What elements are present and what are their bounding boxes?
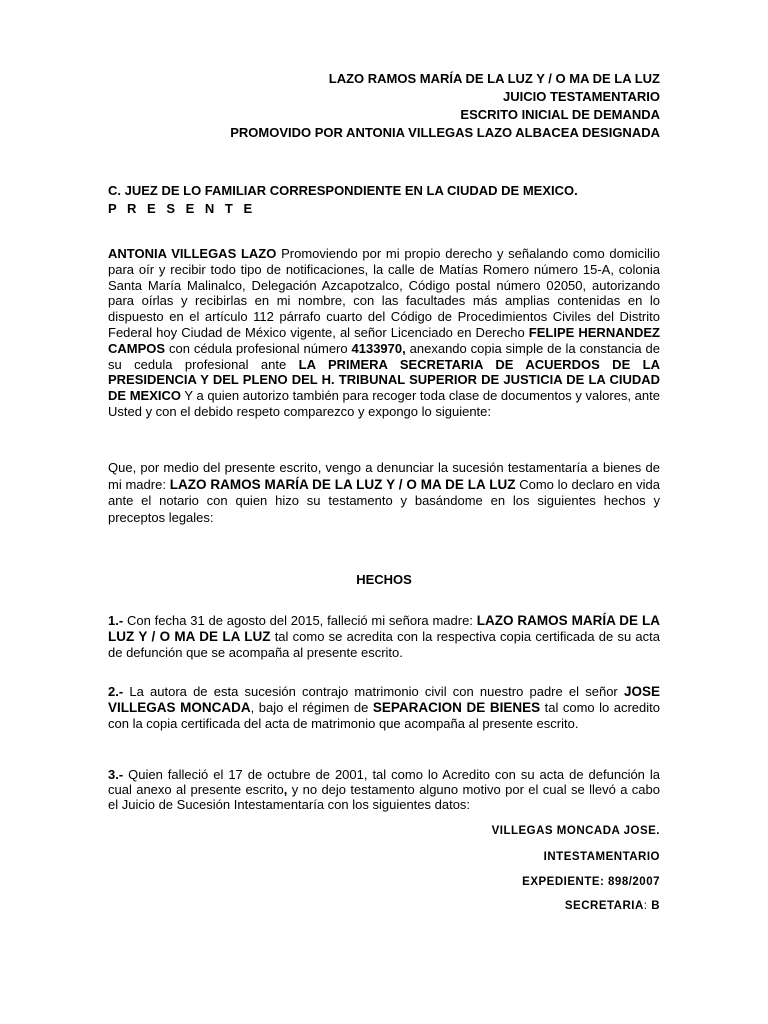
header-line-parties: LAZO RAMOS MARÍA DE LA LUZ Y / O MA DE LA LUZ [328, 71, 660, 86]
deceased-name: LAZO RAMOS MARÍA DE LA LUZ Y / O MA DE LA LUZ [169, 476, 516, 492]
hecho-3 [108, 768, 660, 812]
promoter-name: ANTONIA VILLEGAS LAZO [108, 246, 277, 261]
header-line-document: ESCRITO INICIAL DE DEMANDA [460, 107, 660, 122]
cedula-number: 4133970, [351, 340, 406, 356]
hecho-3-number: 3.- [108, 767, 124, 782]
recipient-judge: C. JUEZ DE LO FAMILIAR CORRESPONDIENTE EN LA CIUDAD DE MEXICO. [108, 183, 578, 198]
intro-text-2: con cédula profesional número [165, 340, 352, 356]
hecho-1-text-2: tal como se acredita con la respectiva copia certificada de su acta de defunción que se acompaña al presente escrito. [108, 628, 660, 660]
hecho-1-deceased-name: LAZO RAMOS MARÍA DE LA LUZ Y / O MA DE LA LUZ [108, 613, 660, 644]
intro-text-1: Promoviendo por mi propio derecho y señalando como domicilio para oír y recibir todo tipo de notificaciones, la calle de Matías Romero número 15-A, colonia Santa María Malinalco, Delegación Azcapotzalco, Código postal número 02050, autorizando para oírlas y recibirlas en mi nombre, con las facultades más amplias contenidas en lo dispuesto en el artículo 112 párrafo cuarto del Código de Procedimientos Civiles del Distrito Federal hoy Ciudad de México vigente, al señor Licenciado en Derecho [108, 246, 660, 340]
hecho-3-text-1: Quien falleció el 17 de octubre de 2001, tal como lo Acredito con su acta de defunción la cual anexo al presente escrito [108, 767, 660, 797]
petition-text-1: Que, por medio del presente escrito, vengo a denunciar la sucesión testamentaría a bienes de mi madre: [108, 460, 660, 492]
petition-text-2: Como lo declaro en vida ante el notario con quien hizo su testamento y basándome en los siguientes hechos y preceptos legales: [108, 476, 660, 525]
intro-text-4: Y a quien autorizo también para recoger toda clase de documentos y valores, ante Usted y con el debido respeto comparezco y expongo lo siguiente: [108, 388, 660, 419]
hecho-2-father-name: JOSE VILLEGAS MONCADA [108, 684, 660, 715]
hecho-3-text-2: y no dejo testamento alguno motivo por el cual se llevó a cabo el Juicio de Sucesión Intestamentaría con los siguientes datos: [108, 781, 660, 812]
case-data-secretaria [565, 899, 660, 913]
hecho-2 [108, 684, 660, 731]
recipient-presente: P R E S E N T E [108, 201, 256, 216]
paragraph-petition [108, 460, 660, 526]
hecho-1-number: 1.- [108, 613, 124, 628]
paragraph-introduction [108, 246, 660, 420]
court-office: LA PRIMERA SECRETARIA DE ACUERDOS DE LA PRESIDENCIA Y DEL PLENO DEL H. TRIBUNAL SUPERIOR DE JUSTICIA DE LA CIUDAD DE MEXICO [108, 356, 660, 404]
hecho-2-text-3: tal como lo acredito con la copia certificada del acta de matrimonio que acompaña al presente escrito. [108, 699, 661, 731]
case-header [108, 70, 660, 142]
hecho-1 [108, 613, 660, 660]
header-line-trial: JUICIO TESTAMENTARIO [503, 89, 660, 104]
secretaria-label: SECRETARIA [564, 900, 644, 912]
hecho-2-number: 2.- [108, 684, 124, 699]
case-data-name: VILLEGAS MONCADA JOSE. [491, 825, 660, 837]
hecho-2-text-1: La autora de esta sucesión contrajo matrimonio civil con nuestro padre el señor [123, 684, 624, 699]
hecho-1-text-1: Con fecha 31 de agosto del 2015, falleció mi señora madre: [123, 613, 477, 628]
intro-text-3: anexando copia simple de la constancia de su cedula profesional ante [108, 340, 660, 372]
hecho-2-regime: SEPARACION DE BIENES [372, 699, 541, 715]
recipient-block [108, 182, 660, 218]
header-line-promoter: PROMOVIDO POR ANTONIA VILLEGAS LAZO ALBACEA DESIGNADA [230, 125, 660, 140]
lawyer-name: FELIPE HERNANDEZ CAMPOS [108, 324, 660, 356]
secretaria-value: B [651, 900, 660, 912]
hecho-2-text-2: , bajo el régimen de [250, 699, 373, 715]
secretaria-colon: : [643, 900, 652, 912]
hechos-title: HECHOS [356, 572, 412, 587]
case-data-type: INTESTAMENTARIO [543, 851, 660, 863]
case-data-expediente: EXPEDIENTE: 898/2007 [522, 876, 660, 888]
hecho-3-comma: , [283, 781, 288, 797]
